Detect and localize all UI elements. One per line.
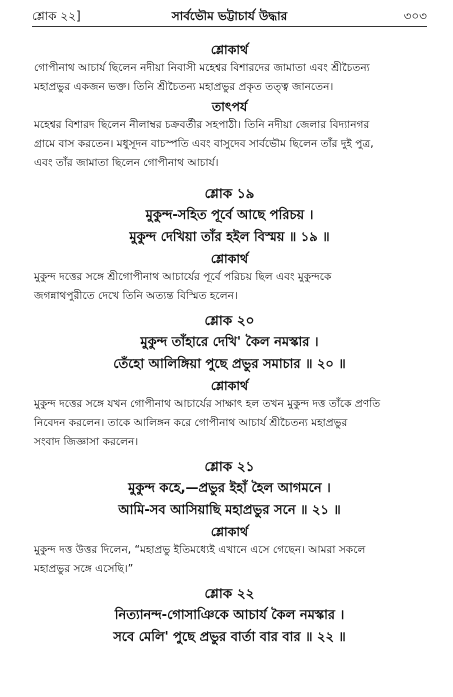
translation-label: শ্লোকার্থ	[210, 42, 249, 57]
translation-line: মহাপ্রভুর একজন ভক্ত। তিনি শ্রীচৈতন্য মহাপ্রভুর প্রকৃত তত্ত্ব জানতেন।	[34, 81, 334, 93]
translation-line: মুকুন্দ দত্তের সঙ্গে যখন গোপীনাথ আচার্যের সাক্ষাৎ হল তখন মুকুন্দ দত্ত তাঁকে প্রণতি	[34, 398, 381, 410]
header-verse-ref: শ্লোক ২২]	[32, 9, 81, 23]
verse-heading-22: শ্লোক ২২	[204, 586, 255, 602]
translation-label: শ্লোকার্থ	[210, 378, 249, 393]
translation-line: নিবেদন করলেন। তাকে আলিঙ্গন করে গোপীনাথ আচার্য শ্রীচৈতন্য মহাপ্রভুর	[34, 417, 348, 429]
translation-line: মহাপ্রভুর সঙ্গে এসেছি।”	[34, 563, 134, 575]
verse-line: মুকুন্দ কহে,—প্রভুর ইহাঁ হৈল আগমনে ।	[128, 481, 331, 496]
page-content	[34, 40, 425, 649]
verse-line: সবে মেলি' পুছে প্রভুর বার্তা বার বার ॥ ২২ ॥	[113, 630, 346, 645]
translation-label: শ্লোকার্থ	[210, 251, 249, 266]
header-chapter-title: সার্বভৌম ভট্টাচার্য উদ্ধার	[171, 9, 288, 23]
translation-line: গোপীনাথ আচার্য ছিলেন নদীয়া নিবাসী মহেশ্বর বিশারদের জামাতা এবং শ্রীচৈতন্য	[34, 62, 370, 74]
verse-heading-21: শ্লোক ২১	[204, 459, 255, 475]
purport-line: এবং তাঁর জামাতা ছিলেন গোপীনাথ আচার্য।	[34, 157, 219, 169]
translation-line: মুকুন্দ দত্তের সঙ্গে শ্রীগোপীনাথ আচার্যের পূর্বে পরিচয় ছিল এবং মুকুন্দকে	[34, 271, 332, 283]
translation-line: মুকুন্দ দত্ত উত্তর দিলেন, “মহাপ্রভু ইতিমধ্যেই এখানে এসে গেছেন। আমরা সকলে	[34, 544, 366, 556]
verse-line: মুকুন্দ তাঁহারে দেখি' কৈল নমস্কার ।	[140, 335, 319, 350]
page-header	[32, 6, 427, 27]
purport-label: তাৎপর্য	[211, 99, 248, 114]
verse-line: মুকুন্দ দেখিয়া তাঁর হইল বিস্ময় ॥ ১৯ ॥	[129, 230, 330, 245]
verse-heading-19: শ্লোক ১৯	[204, 186, 255, 202]
verse-line: তেঁহো আলিঙ্গিয়া পুছে প্রভুর সমাচার ॥ ২০ ॥	[113, 357, 346, 372]
translation-label: শ্লোকার্থ	[210, 524, 249, 539]
translation-line: জগন্নাথপুরীতে দেখে তিনি অত্যন্ত বিস্মিত হলেন।	[34, 290, 238, 302]
verse-heading-20: শ্লোক ২০	[204, 313, 255, 329]
header-page-number: ৩০৩	[403, 9, 427, 23]
verse-line: আমি-সব আসিয়াছি মহাপ্রভুর সনে ॥ ২১ ॥	[118, 503, 341, 518]
purport-line: মহেশ্বর বিশারদ ছিলেন নীলাম্বর চক্রবর্তীর সহপাঠী। তিনি নদীয়া জেলার বিদ্যানগর	[34, 119, 370, 131]
verse-line: নিত্যানন্দ-গোসাঞিকে আচার্য কৈল নমস্কার ।	[114, 608, 345, 623]
verse-line: মুকুন্দ-সহিত পূর্বে আছে পরিচয় ।	[145, 208, 314, 223]
purport-line: গ্রামে বাস করতেন। মধুসূদন বাচস্পতি এবং বাসুদেব সার্বভৌম ছিলেন তাঁর দুই পুত্র,	[34, 138, 374, 150]
translation-line: সংবাদ জিজ্ঞাসা করলেন।	[34, 436, 139, 448]
